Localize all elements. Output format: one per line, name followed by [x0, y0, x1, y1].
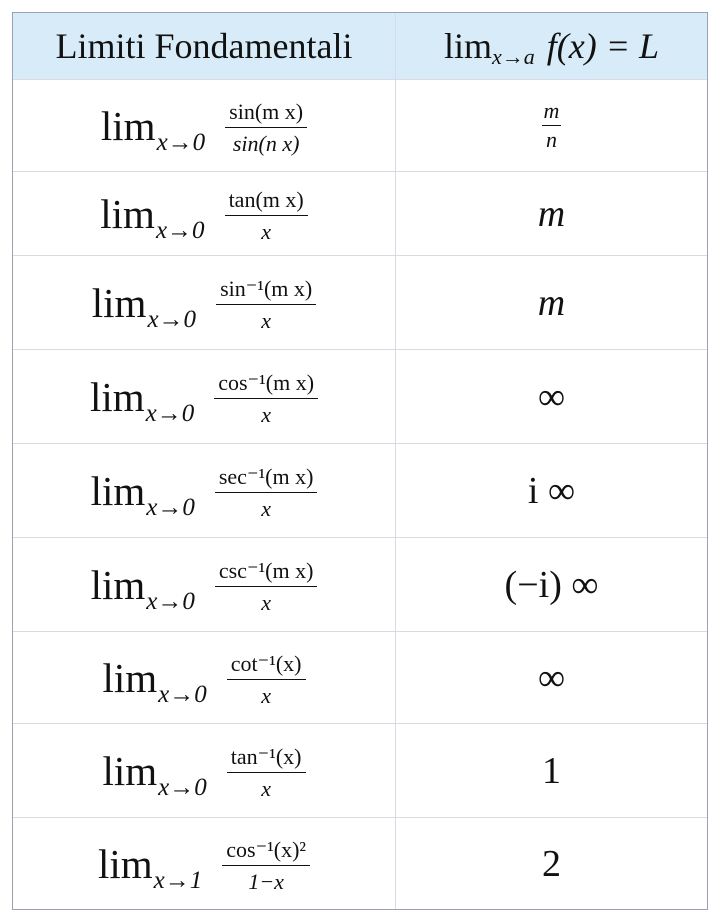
- lim-sub: x→0: [156, 128, 206, 156]
- limit-value: [396, 724, 707, 817]
- limit-expression: [13, 172, 396, 255]
- value-text: ∞: [537, 375, 566, 418]
- limit-expression: [13, 538, 396, 631]
- limit-value: [396, 350, 707, 443]
- fraction-numerator: sin⁻¹(m x): [216, 276, 316, 305]
- table-row: [13, 723, 707, 817]
- lim-word: lim: [100, 102, 156, 149]
- lim-word: lim: [97, 840, 153, 887]
- table-row: [13, 349, 707, 443]
- fraction-denominator: x: [261, 402, 272, 427]
- value-text: (−i) ∞: [504, 563, 599, 606]
- lim-word: lim: [102, 654, 158, 701]
- header-formula: [396, 13, 707, 79]
- value-numerator: m: [542, 99, 562, 126]
- limit-value: [396, 172, 707, 255]
- lim-sub: x→0: [147, 305, 197, 333]
- value-text: 2: [542, 842, 561, 885]
- lim-sub: x→0: [146, 587, 195, 615]
- table-row: [13, 537, 707, 631]
- value-text: m: [537, 192, 566, 235]
- limit-expression: [13, 724, 396, 817]
- limit-expression: [13, 632, 396, 723]
- value-text: 1: [542, 749, 561, 792]
- limit-value: [396, 256, 707, 349]
- fraction-numerator: sin(m x): [225, 99, 307, 128]
- fraction-numerator: cot⁻¹(x): [227, 651, 306, 680]
- lim-word: lim: [91, 279, 147, 326]
- table-row: [13, 171, 707, 255]
- table-row: [13, 255, 707, 349]
- fraction-denominator: 1−x: [248, 869, 284, 894]
- fraction-numerator: tan(m x): [225, 187, 308, 216]
- fraction-numerator: tan⁻¹(x): [227, 744, 306, 773]
- lim-sub: x→1: [153, 866, 203, 894]
- lim-sub: x→0: [155, 216, 205, 244]
- limit-value: [396, 632, 707, 723]
- value-denominator: n: [545, 127, 557, 152]
- fraction-numerator: sec⁻¹(m x): [215, 464, 318, 493]
- value-text: i ∞: [527, 469, 576, 512]
- value-text: ∞: [537, 656, 566, 699]
- limit-expression: [13, 818, 396, 909]
- fraction-denominator: x: [261, 683, 272, 708]
- lim-sub: x→0: [158, 680, 207, 708]
- lim-word: lim: [102, 747, 158, 794]
- lim-word: lim: [100, 190, 155, 237]
- limit-value: [396, 80, 707, 171]
- lim-word: lim: [90, 561, 146, 608]
- fraction-numerator: cos⁻¹(m x): [214, 370, 318, 399]
- value-text: m: [537, 281, 566, 324]
- header-lim-expr: f(x) = L: [546, 26, 660, 66]
- fraction-denominator: x: [261, 496, 272, 521]
- header-title: Limiti Fondamentali: [13, 13, 396, 79]
- limit-expression: [13, 256, 396, 349]
- fraction-numerator: cos⁻¹(x)²: [222, 837, 310, 866]
- fraction-denominator: sin(n x): [232, 131, 300, 156]
- lim-sub: x→0: [158, 773, 207, 801]
- lim-word: lim: [90, 467, 146, 514]
- lim-sub: x→0: [145, 399, 195, 427]
- limit-expression: [13, 80, 396, 171]
- fraction-denominator: x: [261, 776, 272, 801]
- limit-value: [396, 444, 707, 537]
- fraction-numerator: csc⁻¹(m x): [215, 558, 318, 587]
- table-row: [13, 817, 707, 909]
- fraction-denominator: x: [261, 308, 272, 333]
- limits-table: [12, 12, 708, 910]
- table-row: [13, 79, 707, 171]
- limit-value: [396, 818, 707, 909]
- limit-expression: [13, 350, 396, 443]
- limit-value: [396, 538, 707, 631]
- table-row: [13, 443, 707, 537]
- fraction-denominator: x: [261, 219, 272, 244]
- table-row: [13, 631, 707, 723]
- table-header: [13, 13, 707, 79]
- header-lim-sub: x→a: [491, 44, 535, 69]
- lim-sub: x→0: [146, 493, 195, 521]
- limit-expression: [13, 444, 396, 537]
- fraction-denominator: x: [261, 590, 272, 615]
- lim-word: lim: [89, 373, 145, 420]
- header-lim-word: lim: [443, 26, 492, 66]
